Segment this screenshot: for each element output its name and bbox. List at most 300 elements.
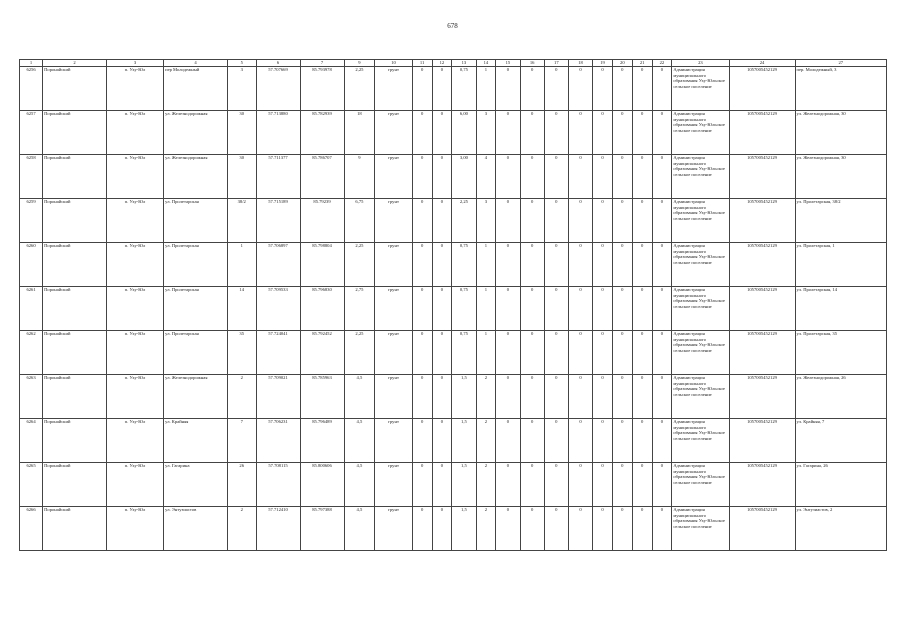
column-header: 6 bbox=[256, 60, 300, 67]
table-cell: грунт bbox=[375, 507, 412, 551]
table-cell: 0 bbox=[432, 507, 452, 551]
table-cell: 38/2 bbox=[227, 199, 256, 243]
table-cell: 0 bbox=[496, 67, 520, 111]
table-cell: 0 bbox=[568, 199, 592, 243]
column-header: 24 bbox=[729, 60, 795, 67]
table-cell: 0 bbox=[544, 155, 568, 199]
column-header: 5 bbox=[227, 60, 256, 67]
table-cell: 0 bbox=[632, 111, 652, 155]
table-row bbox=[20, 375, 887, 419]
table-cell: ул. Пролетарская, 14 bbox=[795, 287, 886, 331]
table-cell: 6262 bbox=[20, 331, 43, 375]
table-cell: ул. Энтузиастов, 2 bbox=[795, 507, 886, 551]
column-header: 13 bbox=[452, 60, 476, 67]
table-cell: 0 bbox=[632, 243, 652, 287]
table-cell: 1057005452129 bbox=[729, 419, 795, 463]
table-cell: 0 bbox=[520, 155, 544, 199]
table-cell: 4,5 bbox=[344, 507, 375, 551]
column-header: 12 bbox=[432, 60, 452, 67]
table-cell: 0 bbox=[632, 155, 652, 199]
table-cell: 0 bbox=[412, 243, 432, 287]
column-header: 20 bbox=[612, 60, 632, 67]
table-row bbox=[20, 199, 887, 243]
table-cell: 0 bbox=[496, 375, 520, 419]
table-row bbox=[20, 507, 887, 551]
table-cell: 1057005452129 bbox=[729, 111, 795, 155]
column-header: 17 bbox=[544, 60, 568, 67]
column-header: 27 bbox=[795, 60, 886, 67]
table-cell: Поронайский bbox=[43, 375, 107, 419]
table-cell: 0 bbox=[544, 463, 568, 507]
table-cell: ул. Железнодорожная, 30 bbox=[795, 111, 886, 155]
table-cell: ул. Железнодорожная bbox=[164, 111, 228, 155]
table-cell: 0 bbox=[612, 331, 632, 375]
table-cell: 1 bbox=[476, 331, 496, 375]
table-cell: 0 bbox=[612, 155, 632, 199]
table-cell: Администрация муниципального образования Уху-Юльское сельское поселение bbox=[672, 155, 729, 199]
table-cell: 0 bbox=[544, 419, 568, 463]
column-header: 1 bbox=[20, 60, 43, 67]
table-cell: ул. Железнодорожная bbox=[164, 375, 228, 419]
table-cell: 0 bbox=[593, 111, 613, 155]
table-cell: 0 bbox=[652, 67, 672, 111]
column-header: 7 bbox=[300, 60, 344, 67]
table-cell: Поронайский bbox=[43, 507, 107, 551]
table-row bbox=[20, 111, 887, 155]
table-cell: 1 bbox=[476, 67, 496, 111]
table-cell: 0 bbox=[520, 111, 544, 155]
table-cell: 0 bbox=[432, 419, 452, 463]
table-cell: ул. Пролетарская bbox=[164, 243, 228, 287]
table-cell: 57.715189 bbox=[256, 199, 300, 243]
table-cell: 6256 bbox=[20, 67, 43, 111]
page-number: 678 bbox=[447, 22, 458, 30]
table-cell: Администрация муниципального образования Уху-Юльское сельское поселение bbox=[672, 111, 729, 155]
table-cell: 0 bbox=[612, 111, 632, 155]
column-header: 19 bbox=[593, 60, 613, 67]
table-cell: 57.708115 bbox=[256, 463, 300, 507]
table-cell: ул. Железнодорожная, 26 bbox=[795, 375, 886, 419]
table-cell: ул. Пролетарская, 1 bbox=[795, 243, 886, 287]
table-cell: 6259 bbox=[20, 199, 43, 243]
table-cell: 1 bbox=[227, 243, 256, 287]
table-cell: 1057005452129 bbox=[729, 67, 795, 111]
table-cell: 0 bbox=[412, 419, 432, 463]
table-cell: 57.709533 bbox=[256, 287, 300, 331]
table-cell: 0 bbox=[496, 111, 520, 155]
table-cell: 4,5 bbox=[344, 463, 375, 507]
table-cell: 2 bbox=[476, 375, 496, 419]
table-cell: 35 bbox=[227, 331, 256, 375]
table-cell: 0 bbox=[412, 111, 432, 155]
table-cell: Администрация муниципального образования Уху-Юльское сельское поселение bbox=[672, 507, 729, 551]
table-row bbox=[20, 67, 887, 111]
table-cell: Администрация муниципального образования Уху-Юльское сельское поселение bbox=[672, 287, 729, 331]
table-cell: 0 bbox=[632, 419, 652, 463]
table-cell: ул. Крайняя, 7 bbox=[795, 419, 886, 463]
table-cell: 2,75 bbox=[344, 287, 375, 331]
column-header: 11 bbox=[412, 60, 432, 67]
table-cell: 2 bbox=[476, 419, 496, 463]
table-cell: 0 bbox=[432, 331, 452, 375]
table-cell: 18 bbox=[344, 111, 375, 155]
table-cell: 6266 bbox=[20, 507, 43, 551]
table-cell: 0 bbox=[612, 463, 632, 507]
table-cell: 0 bbox=[632, 331, 652, 375]
column-header: 15 bbox=[496, 60, 520, 67]
table-cell: п. Уху-Юл bbox=[106, 199, 163, 243]
table-cell: 85.79239 bbox=[300, 199, 344, 243]
table-cell: 0 bbox=[520, 463, 544, 507]
table-cell: Поронайский bbox=[43, 111, 107, 155]
table-cell: п. Уху-Юл bbox=[106, 67, 163, 111]
table-cell: 0 bbox=[412, 331, 432, 375]
table-cell: 0 bbox=[496, 507, 520, 551]
table-cell: 6,75 bbox=[344, 199, 375, 243]
table-cell: 0 bbox=[632, 199, 652, 243]
table-cell: 0 bbox=[568, 287, 592, 331]
table-cell: 0 bbox=[652, 375, 672, 419]
table-cell: 0 bbox=[632, 463, 652, 507]
table-cell: ул. Крайняя bbox=[164, 419, 228, 463]
table-cell: 0 bbox=[544, 375, 568, 419]
table-cell: пер Молодежный bbox=[164, 67, 228, 111]
table-cell: ул. Энтузиастов bbox=[164, 507, 228, 551]
table-cell: 0 bbox=[568, 463, 592, 507]
table-cell: Администрация муниципального образования Уху-Юльское сельское поселение bbox=[672, 331, 729, 375]
table-cell: 0,75 bbox=[452, 243, 476, 287]
table-cell: 0 bbox=[652, 419, 672, 463]
table-cell: 0 bbox=[432, 67, 452, 111]
table-cell: 4 bbox=[476, 155, 496, 199]
table-row bbox=[20, 331, 887, 375]
table-cell: Поронайский bbox=[43, 331, 107, 375]
table-cell: 0 bbox=[432, 243, 452, 287]
table-cell: 0 bbox=[568, 155, 592, 199]
table-cell: 85.797388 bbox=[300, 507, 344, 551]
table-cell: 85.800606 bbox=[300, 463, 344, 507]
table-cell: 1,5 bbox=[452, 375, 476, 419]
table-cell: 0,75 bbox=[452, 67, 476, 111]
table-cell: грунт bbox=[375, 67, 412, 111]
table-cell: пер. Молодежный, 3 bbox=[795, 67, 886, 111]
table-cell: 0 bbox=[544, 199, 568, 243]
table-cell: 0 bbox=[652, 155, 672, 199]
table-cell: Администрация муниципального образования Уху-Юльское сельское поселение bbox=[672, 243, 729, 287]
table-cell: ул. Железнодорожная bbox=[164, 155, 228, 199]
table-cell: 0 bbox=[412, 375, 432, 419]
column-header: 14 bbox=[476, 60, 496, 67]
table-cell: 30 bbox=[227, 111, 256, 155]
table-cell: 0 bbox=[496, 199, 520, 243]
column-header: 2 bbox=[43, 60, 107, 67]
table-cell: 0 bbox=[544, 67, 568, 111]
table-cell: 85.792452 bbox=[300, 331, 344, 375]
table-cell: 0 bbox=[632, 375, 652, 419]
table-cell: ул. Пролетарская, 35 bbox=[795, 331, 886, 375]
table-cell: Поронайский bbox=[43, 287, 107, 331]
table-cell: 2 bbox=[227, 375, 256, 419]
table-cell: 0 bbox=[412, 155, 432, 199]
table-cell: 0 bbox=[652, 331, 672, 375]
table-cell: ул. Пролетарская, 38/2 bbox=[795, 199, 886, 243]
table-cell: 1,5 bbox=[452, 463, 476, 507]
table-cell: 0 bbox=[496, 419, 520, 463]
table-cell: 0 bbox=[544, 111, 568, 155]
table-cell: 1057005452129 bbox=[729, 243, 795, 287]
table-cell: 0 bbox=[412, 507, 432, 551]
table-cell: 0 bbox=[520, 375, 544, 419]
table-cell: Администрация муниципального образования Уху-Юльское сельское поселение bbox=[672, 67, 729, 111]
table-cell: грунт bbox=[375, 419, 412, 463]
table-cell: п. Уху-Юл bbox=[106, 419, 163, 463]
table-cell: Администрация муниципального образования Уху-Юльское сельское поселение bbox=[672, 463, 729, 507]
table-cell: 0,75 bbox=[452, 331, 476, 375]
table-cell: п. Уху-Юл bbox=[106, 375, 163, 419]
table-cell: ул. Гагарина bbox=[164, 463, 228, 507]
table-cell: 3,00 bbox=[452, 155, 476, 199]
table-cell: 0 bbox=[412, 463, 432, 507]
table-cell: п. Уху-Юл bbox=[106, 287, 163, 331]
table-cell: 26 bbox=[227, 463, 256, 507]
table-cell: 6,00 bbox=[452, 111, 476, 155]
table-cell: 0 bbox=[496, 287, 520, 331]
registry-table bbox=[19, 59, 887, 551]
table-cell: 7 bbox=[227, 419, 256, 463]
table-row bbox=[20, 155, 887, 199]
table-row bbox=[20, 287, 887, 331]
table-cell: п. Уху-Юл bbox=[106, 507, 163, 551]
table-cell: Поронайский bbox=[43, 419, 107, 463]
table-cell: 4,5 bbox=[344, 419, 375, 463]
table-cell: 0 bbox=[612, 375, 632, 419]
table-cell: 4,5 bbox=[344, 375, 375, 419]
table-cell: 0 bbox=[612, 199, 632, 243]
table-cell: 0 bbox=[432, 155, 452, 199]
table-cell: 0 bbox=[520, 243, 544, 287]
table-cell: 2 bbox=[476, 463, 496, 507]
table-cell: 85.782939 bbox=[300, 111, 344, 155]
table-cell: 6263 bbox=[20, 375, 43, 419]
table-cell: 1057005452129 bbox=[729, 155, 795, 199]
header-row bbox=[20, 60, 887, 67]
table-cell: 0 bbox=[652, 243, 672, 287]
table-cell: ул. Пролетарская bbox=[164, 331, 228, 375]
table-cell: 0 bbox=[568, 111, 592, 155]
table-cell: 0 bbox=[568, 375, 592, 419]
table-cell: 0 bbox=[520, 507, 544, 551]
table-cell: 0 bbox=[520, 419, 544, 463]
table-cell: 57.711377 bbox=[256, 155, 300, 199]
table-cell: 0 bbox=[652, 507, 672, 551]
table-cell: 0 bbox=[568, 331, 592, 375]
table-cell: п. Уху-Юл bbox=[106, 111, 163, 155]
table-cell: грунт bbox=[375, 243, 412, 287]
table-cell: Поронайский bbox=[43, 67, 107, 111]
table-cell: 57.724041 bbox=[256, 331, 300, 375]
table-cell: грунт bbox=[375, 287, 412, 331]
table-cell: 0 bbox=[432, 375, 452, 419]
table-cell: Администрация муниципального образования Уху-Юльское сельское поселение bbox=[672, 199, 729, 243]
table-cell: Поронайский bbox=[43, 463, 107, 507]
table-cell: ул. Железнодорожная, 30 bbox=[795, 155, 886, 199]
table-cell: 0 bbox=[544, 243, 568, 287]
table-cell: 85.796830 bbox=[300, 287, 344, 331]
table-cell: Поронайский bbox=[43, 155, 107, 199]
table-cell: п. Уху-Юл bbox=[106, 463, 163, 507]
table-cell: 2,25 bbox=[344, 67, 375, 111]
table-cell: 0 bbox=[568, 243, 592, 287]
table-cell: грунт bbox=[375, 199, 412, 243]
table-cell: 6264 bbox=[20, 419, 43, 463]
table-cell: п. Уху-Юл bbox=[106, 331, 163, 375]
table-cell: ул. Гагарина, 26 bbox=[795, 463, 886, 507]
table-cell: 1057005452129 bbox=[729, 463, 795, 507]
table-cell: 3 bbox=[476, 111, 496, 155]
table-cell: 0 bbox=[568, 67, 592, 111]
table-cell: 0 bbox=[544, 507, 568, 551]
table-cell: 1,5 bbox=[452, 419, 476, 463]
column-header: 23 bbox=[672, 60, 729, 67]
table-cell: 0 bbox=[593, 463, 613, 507]
table-cell: 0 bbox=[612, 67, 632, 111]
table-cell: 85.785963 bbox=[300, 375, 344, 419]
table-cell: 0 bbox=[652, 199, 672, 243]
table-cell: 0 bbox=[432, 111, 452, 155]
table-cell: 0 bbox=[412, 287, 432, 331]
table-row bbox=[20, 419, 887, 463]
table-cell: 6257 bbox=[20, 111, 43, 155]
table-cell: п. Уху-Юл bbox=[106, 243, 163, 287]
table-cell: 0 bbox=[612, 419, 632, 463]
table-cell: 0 bbox=[496, 243, 520, 287]
table-cell: 2 bbox=[476, 507, 496, 551]
table-cell: 0 bbox=[496, 155, 520, 199]
table-cell: 85.786707 bbox=[300, 155, 344, 199]
column-header: 16 bbox=[520, 60, 544, 67]
table-cell: 0 bbox=[412, 199, 432, 243]
table-cell: 1,5 bbox=[452, 507, 476, 551]
table-cell: 0 bbox=[432, 287, 452, 331]
table-cell: 85.796489 bbox=[300, 419, 344, 463]
table-cell: 57.709021 bbox=[256, 375, 300, 419]
table-cell: 0 bbox=[612, 243, 632, 287]
table-cell: 6260 bbox=[20, 243, 43, 287]
table-cell: 0 bbox=[593, 375, 613, 419]
table-cell: 0 bbox=[568, 419, 592, 463]
table-cell: 85.798804 bbox=[300, 243, 344, 287]
column-header: 10 bbox=[375, 60, 412, 67]
table-cell: 6258 bbox=[20, 155, 43, 199]
table-cell: 0 bbox=[593, 331, 613, 375]
table-cell: 0 bbox=[612, 287, 632, 331]
table-cell: 0 bbox=[520, 67, 544, 111]
table-cell: 1 bbox=[476, 243, 496, 287]
table-cell: 0 bbox=[520, 287, 544, 331]
table-cell: 1057005452129 bbox=[729, 287, 795, 331]
table-cell: 0 bbox=[612, 507, 632, 551]
table-cell: ул. Пролетарская bbox=[164, 287, 228, 331]
table-cell: 2,25 bbox=[452, 199, 476, 243]
column-header: 22 bbox=[652, 60, 672, 67]
table-cell: 1 bbox=[476, 287, 496, 331]
table-cell: 85.793978 bbox=[300, 67, 344, 111]
table-cell: 57.713880 bbox=[256, 111, 300, 155]
table-cell: п. Уху-Юл bbox=[106, 155, 163, 199]
table-cell: 0 bbox=[412, 67, 432, 111]
table-cell: 0 bbox=[652, 287, 672, 331]
table-cell: Администрация муниципального образования Уху-Юльское сельское поселение bbox=[672, 375, 729, 419]
table-cell: грунт bbox=[375, 463, 412, 507]
table-cell: 6265 bbox=[20, 463, 43, 507]
table-cell: 57.706897 bbox=[256, 243, 300, 287]
column-header: 9 bbox=[344, 60, 375, 67]
table-cell: 3 bbox=[227, 67, 256, 111]
table-cell: 2,25 bbox=[344, 243, 375, 287]
table-cell: 6261 bbox=[20, 287, 43, 331]
table-cell: грунт bbox=[375, 375, 412, 419]
table-cell: грунт bbox=[375, 331, 412, 375]
table-cell: 2 bbox=[227, 507, 256, 551]
table-cell: 9 bbox=[344, 155, 375, 199]
column-header: 21 bbox=[632, 60, 652, 67]
table-cell: 0 bbox=[632, 287, 652, 331]
table-cell: Администрация муниципального образования Уху-Юльское сельское поселение bbox=[672, 419, 729, 463]
table-cell: Поронайский bbox=[43, 199, 107, 243]
table-cell: 0 bbox=[593, 243, 613, 287]
table-cell: 2,25 bbox=[344, 331, 375, 375]
table-row bbox=[20, 463, 887, 507]
table-cell: Поронайский bbox=[43, 243, 107, 287]
table-cell: 0 bbox=[593, 287, 613, 331]
table-cell: 0 bbox=[593, 199, 613, 243]
table-cell: 0 bbox=[593, 419, 613, 463]
table-cell: грунт bbox=[375, 111, 412, 155]
table-cell: 0 bbox=[520, 199, 544, 243]
table-cell: 57.707669 bbox=[256, 67, 300, 111]
table-cell: ул. Пролетарская bbox=[164, 199, 228, 243]
table-cell: 0 bbox=[652, 463, 672, 507]
table-cell: 30 bbox=[227, 155, 256, 199]
table-cell: 0 bbox=[593, 67, 613, 111]
table-cell: 0 bbox=[593, 155, 613, 199]
table-cell: 0 bbox=[593, 507, 613, 551]
table-cell: 0,75 bbox=[452, 287, 476, 331]
table-cell: 14 bbox=[227, 287, 256, 331]
table-cell: 0 bbox=[652, 111, 672, 155]
table-cell: 0 bbox=[632, 507, 652, 551]
table-cell: 0 bbox=[496, 331, 520, 375]
table-cell: 0 bbox=[432, 463, 452, 507]
column-header: 3 bbox=[106, 60, 163, 67]
table-cell: 0 bbox=[544, 331, 568, 375]
table-cell: 0 bbox=[632, 67, 652, 111]
table-cell: 1057005452129 bbox=[729, 507, 795, 551]
table-cell: 3 bbox=[476, 199, 496, 243]
column-header: 4 bbox=[164, 60, 228, 67]
table-cell: 1057005452129 bbox=[729, 199, 795, 243]
table-cell: грунт bbox=[375, 155, 412, 199]
table-cell: 0 bbox=[432, 199, 452, 243]
table-cell: 0 bbox=[568, 507, 592, 551]
table-row bbox=[20, 243, 887, 287]
table-cell: 57.712410 bbox=[256, 507, 300, 551]
table-cell: 1057005452129 bbox=[729, 375, 795, 419]
table-cell: 0 bbox=[544, 287, 568, 331]
table-cell: 0 bbox=[496, 463, 520, 507]
column-header: 18 bbox=[568, 60, 592, 67]
table-cell: 1057005452129 bbox=[729, 331, 795, 375]
